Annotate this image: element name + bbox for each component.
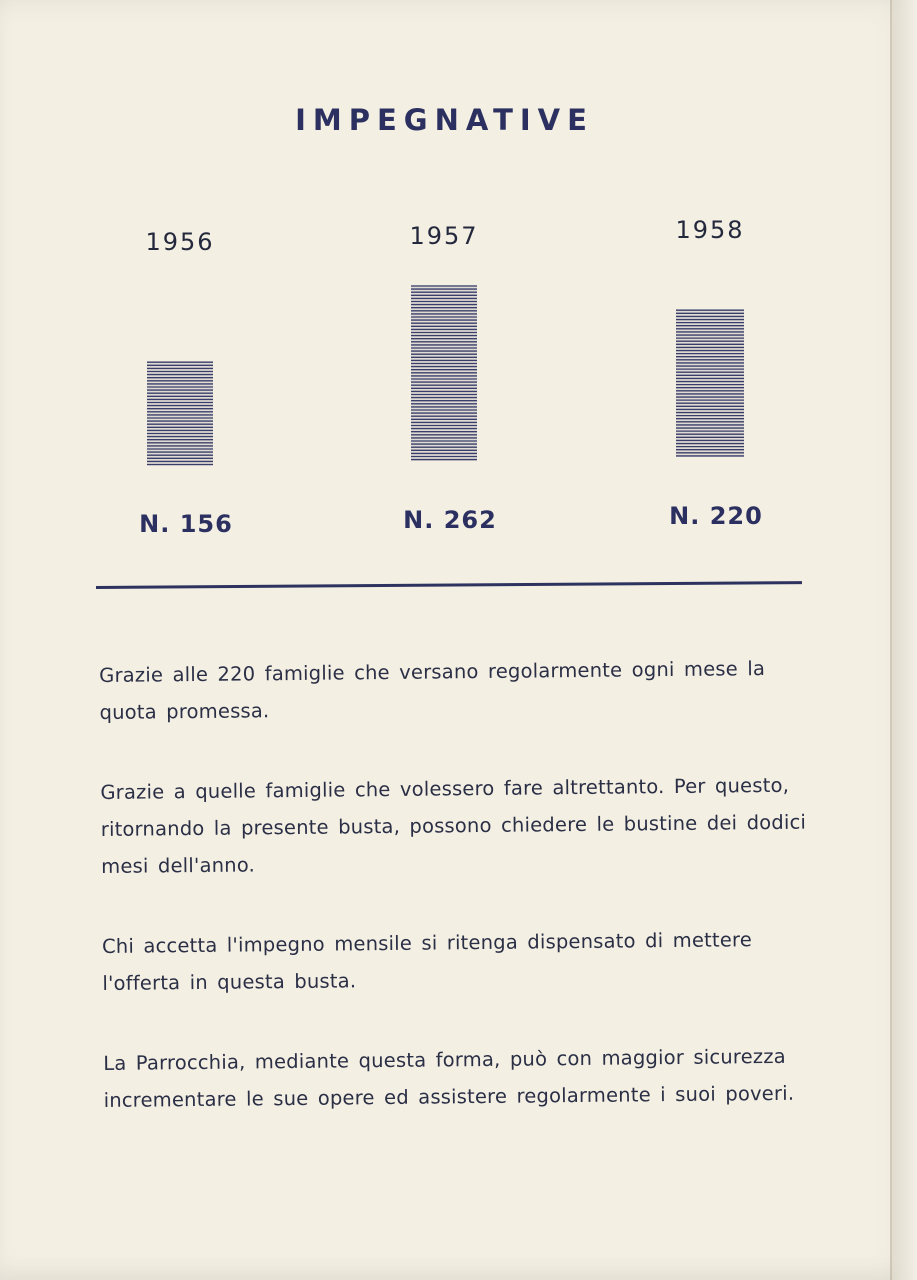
year-label-1956: 1956 — [145, 228, 215, 256]
sheet-edge-shadow — [892, 0, 917, 1280]
bar-background — [411, 285, 477, 461]
bar-background — [676, 309, 744, 457]
bar-background — [147, 361, 213, 466]
sheet-edge-line — [890, 0, 892, 1280]
paragraph-thanks-families: Grazie alle 220 famiglie che versano regolarmente ogni mese la quota promessa. — [99, 657, 766, 724]
chart-title: IMPEGNATIVE — [295, 103, 594, 137]
section-divider — [96, 581, 802, 589]
value-label-1957: N. 262 — [403, 506, 497, 534]
paragraph-invitation: Grazie a quelle famiglie che volessero fare altrettanto. Per questo, ritornando la presente busta, possono chiedere le bustine dei dodici mesi dell'anno. — [100, 773, 807, 878]
bar-1956 — [147, 361, 213, 466]
bar-1958 — [676, 309, 744, 457]
year-label-1958: 1958 — [675, 216, 745, 244]
paragraph-parish-purpose: La Parrocchia, mediante questa forma, può con maggior sicurezza incrementare le sue opere ed assistere regolarmente i suoi poveri. — [103, 1044, 795, 1112]
paragraph-monthly-commitment: Chi accetta l'impegno mensile si ritenga dispensato di mettere l'offerta in questa busta. — [101, 928, 753, 995]
bar-1957 — [411, 285, 477, 461]
body-text — [99, 649, 826, 1119]
value-label-1958: N. 220 — [669, 502, 763, 530]
value-label-1956: N. 156 — [139, 510, 233, 538]
bar-chart — [0, 0, 917, 600]
year-label-1957: 1957 — [409, 222, 479, 250]
